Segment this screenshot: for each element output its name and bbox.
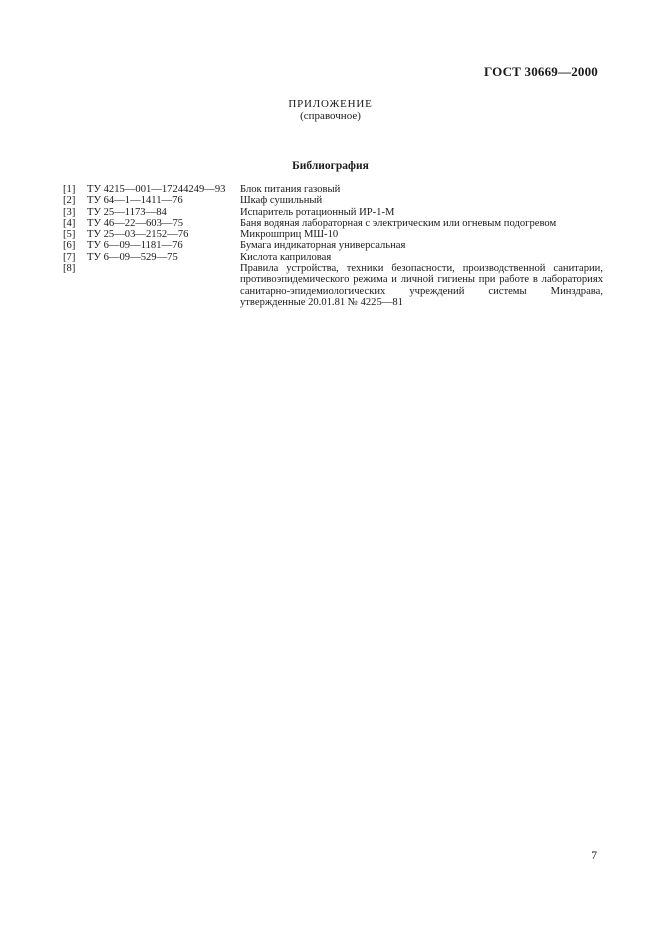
bibliography-item-6 (63, 240, 603, 251)
appendix-subtitle: (справочное) (300, 110, 361, 122)
item-number: [6] (63, 240, 76, 252)
item-description: Кислота каприловая (240, 251, 332, 263)
item-description: Шкаф сушильный (240, 195, 323, 207)
item-description: Правила устройства, техники безопасности, производственной санитарии, противоэпидемического режима и личной гигиены при работе в лабораториях санитарно-эпидемиологических учреждений системы Минздрава, утвержденные 20.01.81 № 4225—81 (240, 263, 603, 308)
bibliography-item-3 (63, 207, 603, 218)
item-description: Испаритель ротационный ИР-1-М (240, 206, 395, 218)
appendix-heading (0, 98, 661, 122)
bibliography-title: Библиография (292, 160, 369, 172)
item-number: [7] (63, 251, 76, 263)
item-code: ТУ 25—03—2152—76 (87, 229, 189, 241)
item-code: ТУ 6—09—1181—76 (87, 240, 183, 252)
page-number: 7 (591, 850, 597, 862)
bibliography-item-8 (63, 263, 603, 308)
item-code: ТУ 46—22—603—75 (87, 217, 184, 229)
item-description: Блок питания газовый (240, 184, 341, 195)
item-description: Бумага индикаторная универсальная (240, 240, 406, 252)
appendix-title: ПРИЛОЖЕНИЕ (288, 98, 373, 110)
item-number: [5] (63, 229, 76, 241)
bibliography-item-4 (63, 218, 603, 229)
item-number: [4] (63, 217, 76, 229)
item-description: Микрошприц МШ-10 (240, 229, 339, 241)
item-code: ТУ 64—1—1411—76 (87, 195, 183, 207)
bibliography-item-1 (63, 184, 603, 195)
bibliography-item-5 (63, 229, 603, 240)
item-number: [8] (63, 263, 76, 275)
bibliography-item-2 (63, 195, 603, 206)
bibliography-item-7 (63, 252, 603, 263)
item-number: [3] (63, 206, 76, 218)
item-number: [1] (63, 184, 76, 195)
item-code: ТУ 4215—001—17244249—93 (87, 184, 226, 195)
item-code: ТУ 25—1173—84 (87, 206, 167, 218)
item-code: ТУ 6—09—529—75 (87, 251, 178, 263)
bibliography-list (63, 184, 603, 308)
document-code: ГОСТ 30669—2000 (483, 64, 598, 79)
item-description: Баня водяная лабораторная с электрическим или огневым подогревом (240, 217, 557, 229)
item-number: [2] (63, 195, 76, 207)
